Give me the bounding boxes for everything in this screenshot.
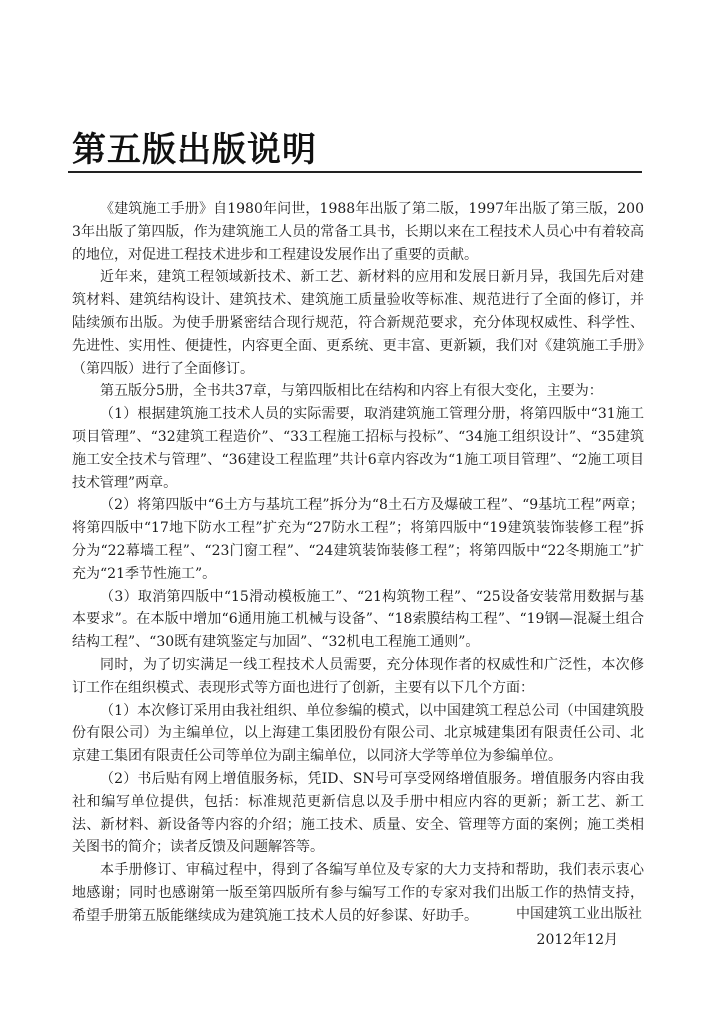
- paragraph-structure-overview: 第五版分5册，全书共37章，与第四版相比在结构和内容上有很大变化，主要为：: [100, 383, 603, 400]
- paragraph-innovation-1: （1）本次修订采用由我社组织、单位参编的模式，以中国建筑工程总公司（中国建筑股份有限公司）为主编单位，以上海建工集团股份有限公司、北京城建集团有限责任公司、北京建工集团有限责任公司等单位为副主编单位，以同济大学等单位为参编单位。: [72, 702, 644, 765]
- body-text: [72, 198, 644, 928]
- paragraph-revision-background: 近年来，建筑工程领域新技术、新工艺、新材料的应用和发展日新月异，我国先后对建筑材料、建筑结构设计、建筑技术、建筑施工质量验收等标准、规范进行了全面的修订，并陆续颁布出版。为使手册紧密结合现行规范，符合新规范要求，充分体现权威性、科学性、先进性、实用性、便捷性，内容更全面、更系统、更丰富、更新颖，我们对《建筑施工手册》（第四版）进行了全面修订。: [72, 269, 644, 377]
- signature-date: 2012年12月: [536, 932, 618, 948]
- paragraph-acknowledgement: 本手册修订、审稿过程中，得到了各编写单位及专家的大力支持和帮助，我们表示衷心地感谢；同时也感谢第一版至第四版所有参与编写工作的专家对我们出版工作的热情支持，希望手册第五版能继续成为建筑施工技术人员的好参谋、好助手。: [72, 862, 644, 924]
- page-title: 第五版出版说明: [72, 130, 317, 170]
- paragraph-intro: 《建筑施工手册》自1980年问世，1988年出版了第二版，1997年出版了第三版，2003年出版了第四版，作为建筑施工人员的常备工具书，长期以来在工程技术人员心中有着较高的地位，对促进工程技术进步和工程建设发展作出了重要的贡献。: [72, 201, 644, 263]
- paragraph-change-1: （1）根据建筑施工技术人员的实际需要，取消建筑施工管理分册，将第四版中“31施工项目管理”、“32建筑工程造价”、“33工程施工招标与投标”、“34施工组织设计”、“35建筑施工安全技术与管理”、“36建设工程监理”共计6章内容改为“1施工项目管理”、“2施工项目技术管理”两章。: [72, 406, 644, 491]
- paragraph-innovation-2: （2）书后贴有网上增值服务标，凭ID、SN号可享受网络增值服务。增值服务内容由我社和编写单位提供，包括：标准规范更新信息以及手册中相应内容的更新；新工艺、新工法、新材料、新设备等内容的介绍；施工技术、质量、安全、管理等方面的案例；施工类相关图书的简介；读者反馈及问题解答等。: [72, 770, 644, 856]
- paragraph-change-2: （2）将第四版中“6土方与基坑工程”拆分为“8土石方及爆破工程”、“9基坑工程”两章；将第四版中“17地下防水工程”扩充为“27防水工程”；将第四版中“19建筑装饰装修工程”拆分为“22幕墙工程”、“23门窗工程”、“24建筑装饰装修工程”；将第四版中“22冬期施工”扩充为“21季节性施工”。: [72, 497, 644, 582]
- signature-publisher: 中国建筑工业出版社: [516, 906, 642, 922]
- paragraph-innovation-intro: 同时，为了切实满足一线工程技术人员需要，充分体现作者的权威性和广泛性，本次修订工作在组织模式、表现形式等方面也进行了创新，主要有以下几个方面：: [72, 656, 644, 696]
- paragraph-change-3: （3）取消第四版中“15滑动模板施工”、“21构筑物工程”、“25设备安装常用数据与基本要求”。在本版中增加“6通用施工机械与设备”、“18索膜结构工程”、“19钢—混凝土组合结构工程”、“30既有建筑鉴定与加固”、“32机电工程施工通则”。: [72, 588, 644, 651]
- title-divider: [68, 171, 642, 173]
